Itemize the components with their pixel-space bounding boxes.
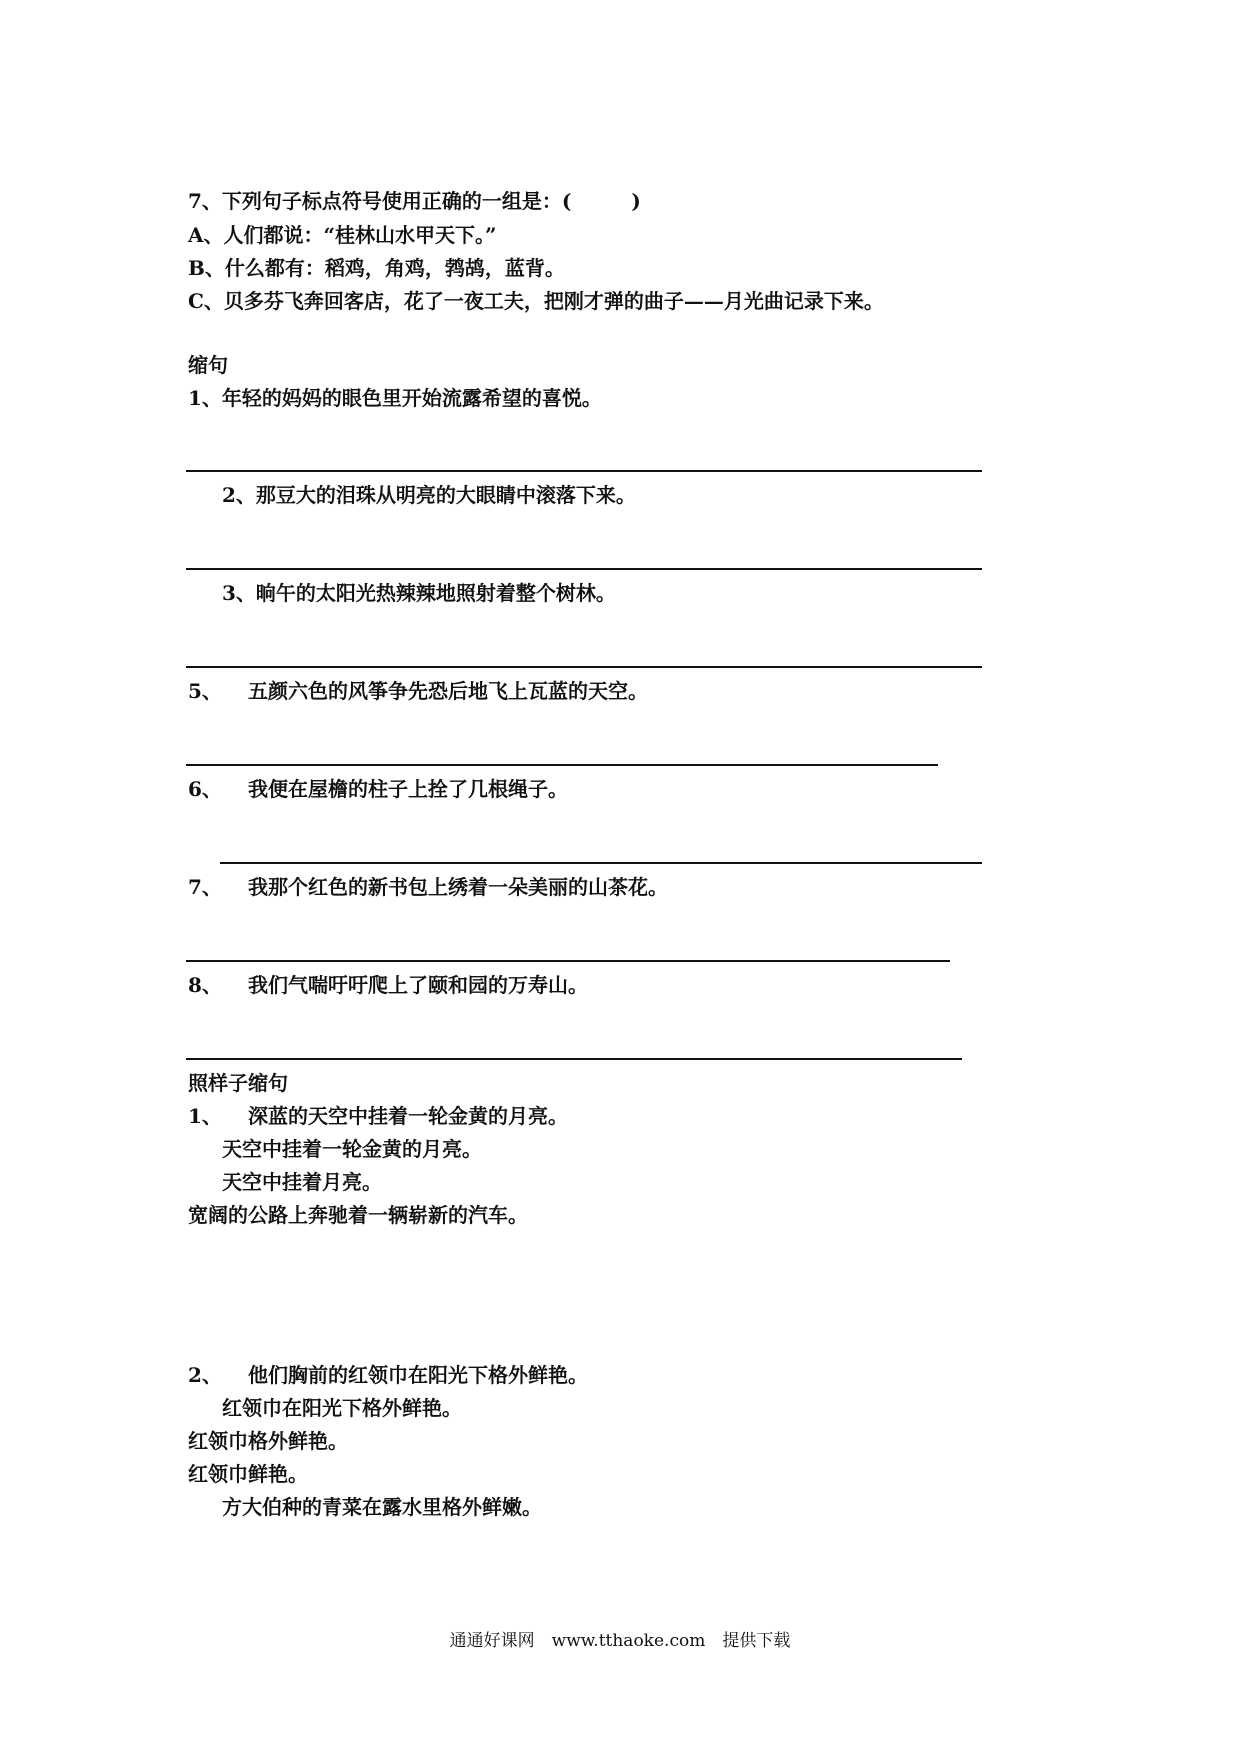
condense-item-1: 1、年轻的妈妈的眼色里开始流露希望的喜悦。 <box>188 386 602 410</box>
item-text: 我那个红色的新书包上绣着一朵美丽的山茶花。 <box>248 875 668 899</box>
item-text: 他们胸前的红领巾在阳光下格外鲜艳。 <box>248 1363 588 1387</box>
item-text: 五颜六色的风筝争先恐后地飞上瓦蓝的天空。 <box>248 679 648 703</box>
item-text: 深蓝的天空中挂着一轮金黄的月亮。 <box>248 1104 568 1128</box>
item-text: 我便在屋檐的柱子上拴了几根绳子。 <box>248 777 568 801</box>
question-7-option-a: A、人们都说：“桂林山水甲天下。” <box>188 223 497 247</box>
question-7-option-c: C、贝多芬飞奔回客店，花了一夜工夫，把刚才弹的曲子——月光曲记录下来。 <box>188 289 884 313</box>
item-number: 7、 <box>188 875 222 899</box>
example-1-step-1: 天空中挂着一轮金黄的月亮。 <box>222 1137 482 1161</box>
item-number: 8、 <box>188 973 222 997</box>
answer-line-7 <box>186 960 950 962</box>
condense-item-6 <box>188 776 568 802</box>
item-number: 5、 <box>188 679 222 703</box>
page-footer: 通通好课网 www.tthaoke.com 提供下载 <box>449 1631 791 1651</box>
answer-line-2 <box>186 568 982 570</box>
item-number: 6、 <box>188 777 222 801</box>
example-1-task: 宽阔的公路上奔驰着一辆崭新的汽车。 <box>188 1203 528 1227</box>
answer-line-3 <box>186 666 982 668</box>
answer-line-1 <box>186 470 982 472</box>
condense-item-2: 2、那豆大的泪珠从明亮的大眼睛中滚落下来。 <box>222 483 636 507</box>
item-number: 1、 <box>188 1104 222 1128</box>
question-7-option-b: B、什么都有：稻鸡，角鸡，鹁鸪，蓝背。 <box>188 256 565 280</box>
condense-item-7 <box>188 874 668 900</box>
example-1-sentence <box>188 1103 568 1129</box>
example-2-task: 方大伯种的青菜在露水里格外鲜嫩。 <box>222 1495 542 1519</box>
example-2-step-1: 红领巾在阳光下格外鲜艳。 <box>222 1396 462 1420</box>
answer-line-6 <box>220 862 982 864</box>
condense-item-3: 3、晌午的太阳光热辣辣地照射着整个树林。 <box>222 581 616 605</box>
answer-line-8 <box>186 1058 962 1060</box>
item-text: 我们气喘吁吁爬上了颐和园的万寿山。 <box>248 973 588 997</box>
answer-line-5 <box>186 764 938 766</box>
example-2-sentence <box>188 1362 588 1388</box>
condense-item-8 <box>188 972 588 998</box>
condense-item-5 <box>188 678 648 704</box>
example-2-step-3: 红领巾鲜艳。 <box>188 1462 308 1486</box>
section-heading-condense: 缩句 <box>188 353 228 377</box>
example-2-step-2: 红领巾格外鲜艳。 <box>188 1429 348 1453</box>
example-1-step-2: 天空中挂着月亮。 <box>222 1170 382 1194</box>
item-number: 2、 <box>188 1363 222 1387</box>
question-7-stem: 7、下列句子标点符号使用正确的一组是：( ) <box>188 189 641 213</box>
section-heading-example: 照样子缩句 <box>188 1071 288 1095</box>
